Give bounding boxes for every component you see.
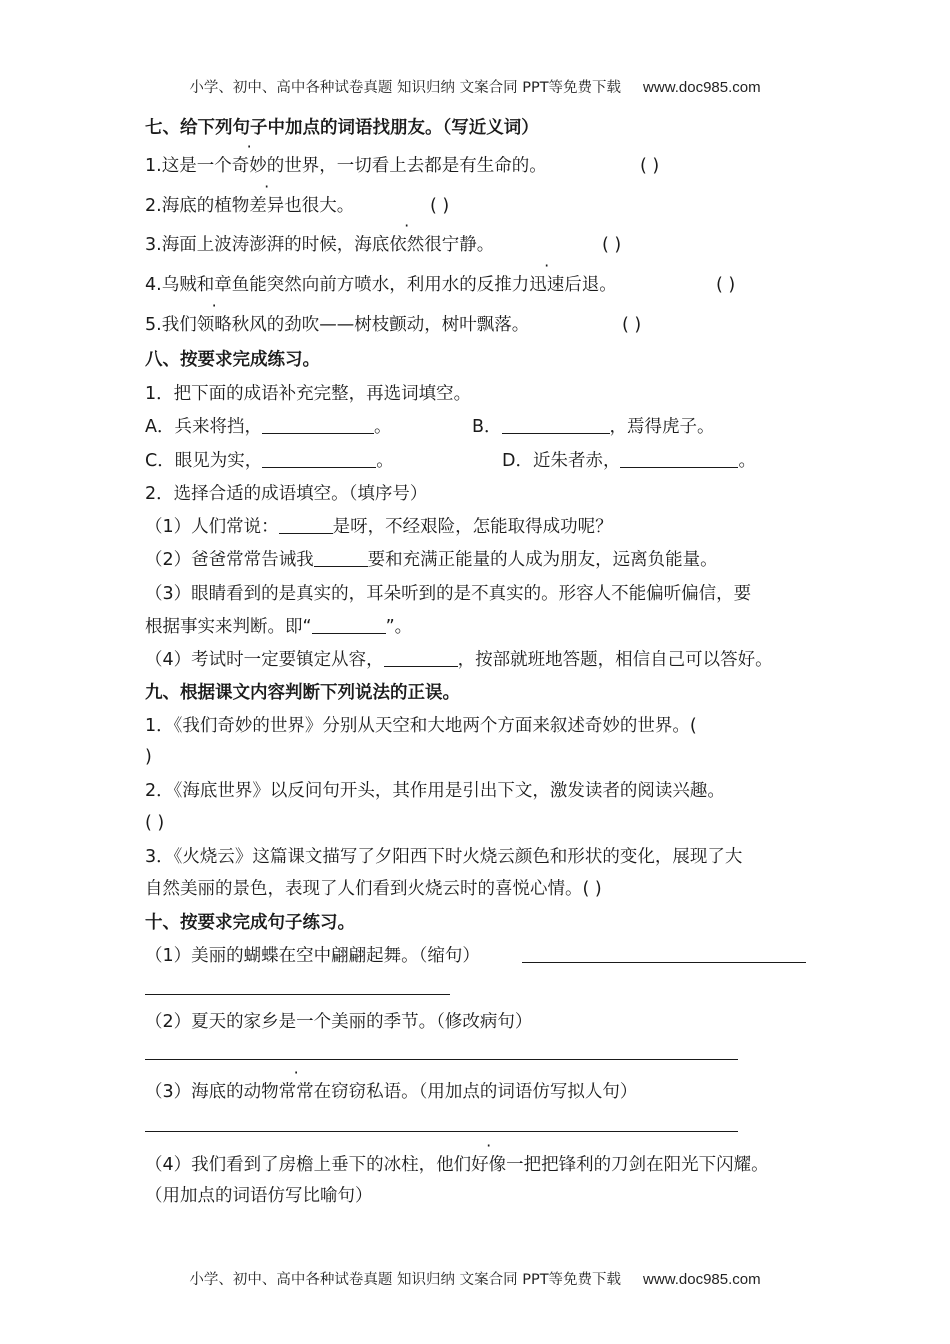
s7-q2-dotted-word: 差异 [249, 196, 285, 216]
footer-title: 小学、初中、高中各种试卷真题 知识归纳 文案合同 PPT等免费下载 [189, 1272, 622, 1288]
s8-item-2 [145, 548, 718, 572]
page-header [0, 76, 950, 97]
s8-idiom-d-text: D．近朱者赤， [502, 451, 621, 471]
s7-q1-text-b: 的世界，一切看上去都是有生命的。 [266, 156, 547, 176]
s7-question-3 [145, 233, 494, 257]
section-7-title: 七、给下列句子中加点的词语找朋友。（写近义词） [145, 118, 539, 138]
s8-item-2-blank[interactable] [314, 548, 368, 567]
s10-question-4 [145, 1153, 769, 1177]
s7-q4-dotted-word: 迅速 [529, 275, 565, 295]
footer-url: www.doc985.com [643, 1271, 761, 1288]
s9-question-1: 1．《我们奇妙的世界》分别从天空和大地两个方面来叙述奇妙的世界。( [145, 716, 697, 736]
s10-question-3 [145, 1080, 637, 1104]
s8-item-3: （3）眼睛看到的是真实的，耳朵听到的是不真实的。形容人不能偏听偏信，要 [145, 584, 752, 604]
s7-question-4 [145, 273, 617, 297]
s9-question-3: 3．《火烧云》这篇课文描写了夕阳西下时火烧云颜色和形状的变化，展现了大 [145, 847, 743, 867]
s7-q3-dotted-word: 依然 [389, 235, 425, 255]
s10-q1-answer-line-2[interactable] [145, 994, 450, 995]
s8-idiom-c-blank[interactable] [262, 449, 376, 468]
s7-q1-text-a: 1.这是一个 [145, 156, 232, 176]
s7-q2-text-b: 也很大。 [284, 196, 355, 216]
s7-q4-answer-paren[interactable]: ( ) [716, 275, 736, 295]
section-9-title: 九、根据课文内容判断下列说法的正误。 [145, 683, 460, 703]
s10-question-4-cont: （用加点的词语仿写比喻句） [145, 1186, 373, 1206]
s8-item-3-text-b: ”。 [385, 617, 413, 637]
s9-question-1-paren[interactable]: ) [145, 747, 152, 767]
s7-q3-text-a: 3.海面上波涛澎湃的时候，海底 [145, 235, 390, 255]
s7-q2-text-a: 2.海底的植物 [145, 196, 250, 216]
s9-question-2: 2．《海底世界》以反问句开头，其作用是引出下文，激发读者的阅读兴趣。 [145, 781, 725, 801]
s10-q3-text-b: 在窃窃私语。（用加点的词语仿写拟人句） [313, 1082, 638, 1102]
s8-idiom-a-blank[interactable] [262, 415, 374, 434]
s8-item-1 [145, 515, 613, 539]
s8-part-2-instructions: 2．选择合适的成语填空。（填序号） [145, 484, 428, 504]
s8-item-4-text-b: ，按部就班地答题，相信自己可以答好。 [457, 650, 773, 670]
s7-q1-dotted-word: 奇妙 [231, 156, 267, 176]
section-10-title: 十、按要求完成句子练习。 [145, 913, 355, 933]
s7-q5-answer-paren[interactable]: ( ) [622, 315, 642, 335]
s8-idiom-d-blank[interactable] [620, 449, 738, 468]
s10-q2-answer-line[interactable] [145, 1059, 738, 1060]
s8-idiom-b-text: B． [472, 417, 502, 437]
s8-idiom-a [145, 415, 391, 439]
s8-part-1-instructions: 1．把下面的成语补充完整，再选词填空。 [145, 384, 472, 404]
s8-item-3-cont [145, 615, 412, 639]
s7-q4-text-a: 4.乌贼和章鱼能突然向前方喷水，利用水的反推力 [145, 275, 530, 295]
s8-item-3-blank[interactable] [312, 615, 386, 634]
s10-q3-dotted-word: 常常 [278, 1082, 314, 1102]
s8-item-2-text-a: （2）爸爸常常告诫我 [145, 550, 314, 570]
s8-item-3-text-a: 根据事实来判断。即“ [145, 617, 312, 637]
s10-q3-answer-line[interactable] [145, 1131, 738, 1132]
s8-idiom-b-blank[interactable] [502, 415, 610, 434]
s8-idiom-c [145, 449, 394, 473]
s9-question-2-paren[interactable]: ( ) [145, 813, 165, 833]
header-url: www.doc985.com [643, 79, 761, 96]
s7-q3-answer-paren[interactable]: ( ) [602, 235, 622, 255]
s7-q5-text-b: 秋风的劲吹——树枝颤动，树叶飘落。 [231, 315, 530, 335]
s10-q4-text-b: 一把把锋利的刀剑在阳光下闪耀。 [506, 1155, 769, 1175]
s7-question-5 [145, 313, 529, 337]
s8-item-4-blank[interactable] [384, 648, 458, 667]
s8-idiom-c-text: C．眼见为实， [145, 451, 263, 471]
s8-item-1-text-a: （1）人们常说： [145, 517, 279, 537]
s10-q1-answer-line[interactable] [522, 962, 806, 963]
section-8-title: 八、按要求完成练习。 [145, 350, 320, 370]
s10-q4-dotted-word: 好像 [471, 1155, 507, 1175]
s8-idiom-a-end: 。 [373, 417, 392, 437]
s7-q4-text-b: 后退。 [564, 275, 617, 295]
s10-q3-text-a: （3）海底的动物 [145, 1082, 279, 1102]
s7-question-1 [145, 154, 547, 178]
s8-item-1-text-b: 是呀，不经艰险，怎能取得成功呢？ [332, 517, 613, 537]
page-footer [0, 1268, 950, 1289]
s8-item-1-blank[interactable] [279, 515, 333, 534]
s8-idiom-d [502, 449, 756, 473]
s7-q2-answer-paren[interactable]: ( ) [430, 196, 450, 216]
header-title: 小学、初中、高中各种试卷真题 知识归纳 文案合同 PPT等免费下载 [189, 80, 622, 96]
s9-question-3-cont: 自然美丽的景色，表现了人们看到火烧云时的喜悦心情。( ) [145, 879, 602, 899]
s7-question-2 [145, 194, 354, 218]
s8-idiom-c-end: 。 [376, 451, 394, 471]
s8-idiom-a-text: A．兵来将挡， [145, 417, 262, 437]
s8-item-2-text-b: 要和充满正能量的人成为朋友，远离负能量。 [367, 550, 718, 570]
s8-item-4-text-a: （4）考试时一定要镇定从容， [145, 650, 384, 670]
s10-question-2: （2）夏天的家乡是一个美丽的季节。（修改病句） [145, 1012, 533, 1032]
s8-idiom-b-end: ，焉得虎子。 [609, 417, 715, 437]
s7-q5-text-a: 5.我们 [145, 315, 197, 335]
s8-item-4 [145, 648, 773, 672]
s10-q4-text-a: （4）我们看到了房檐上垂下的冰柱，他们 [145, 1155, 472, 1175]
s7-q5-dotted-word: 领略 [196, 315, 232, 335]
s10-question-1: （1）美丽的蝴蝶在空中翩翩起舞。（缩句） [145, 946, 480, 966]
s7-q1-answer-paren[interactable]: ( ) [640, 156, 660, 176]
s7-q3-text-b: 很宁静。 [424, 235, 495, 255]
s8-idiom-d-end: 。 [738, 451, 756, 471]
s8-idiom-b [472, 415, 715, 439]
